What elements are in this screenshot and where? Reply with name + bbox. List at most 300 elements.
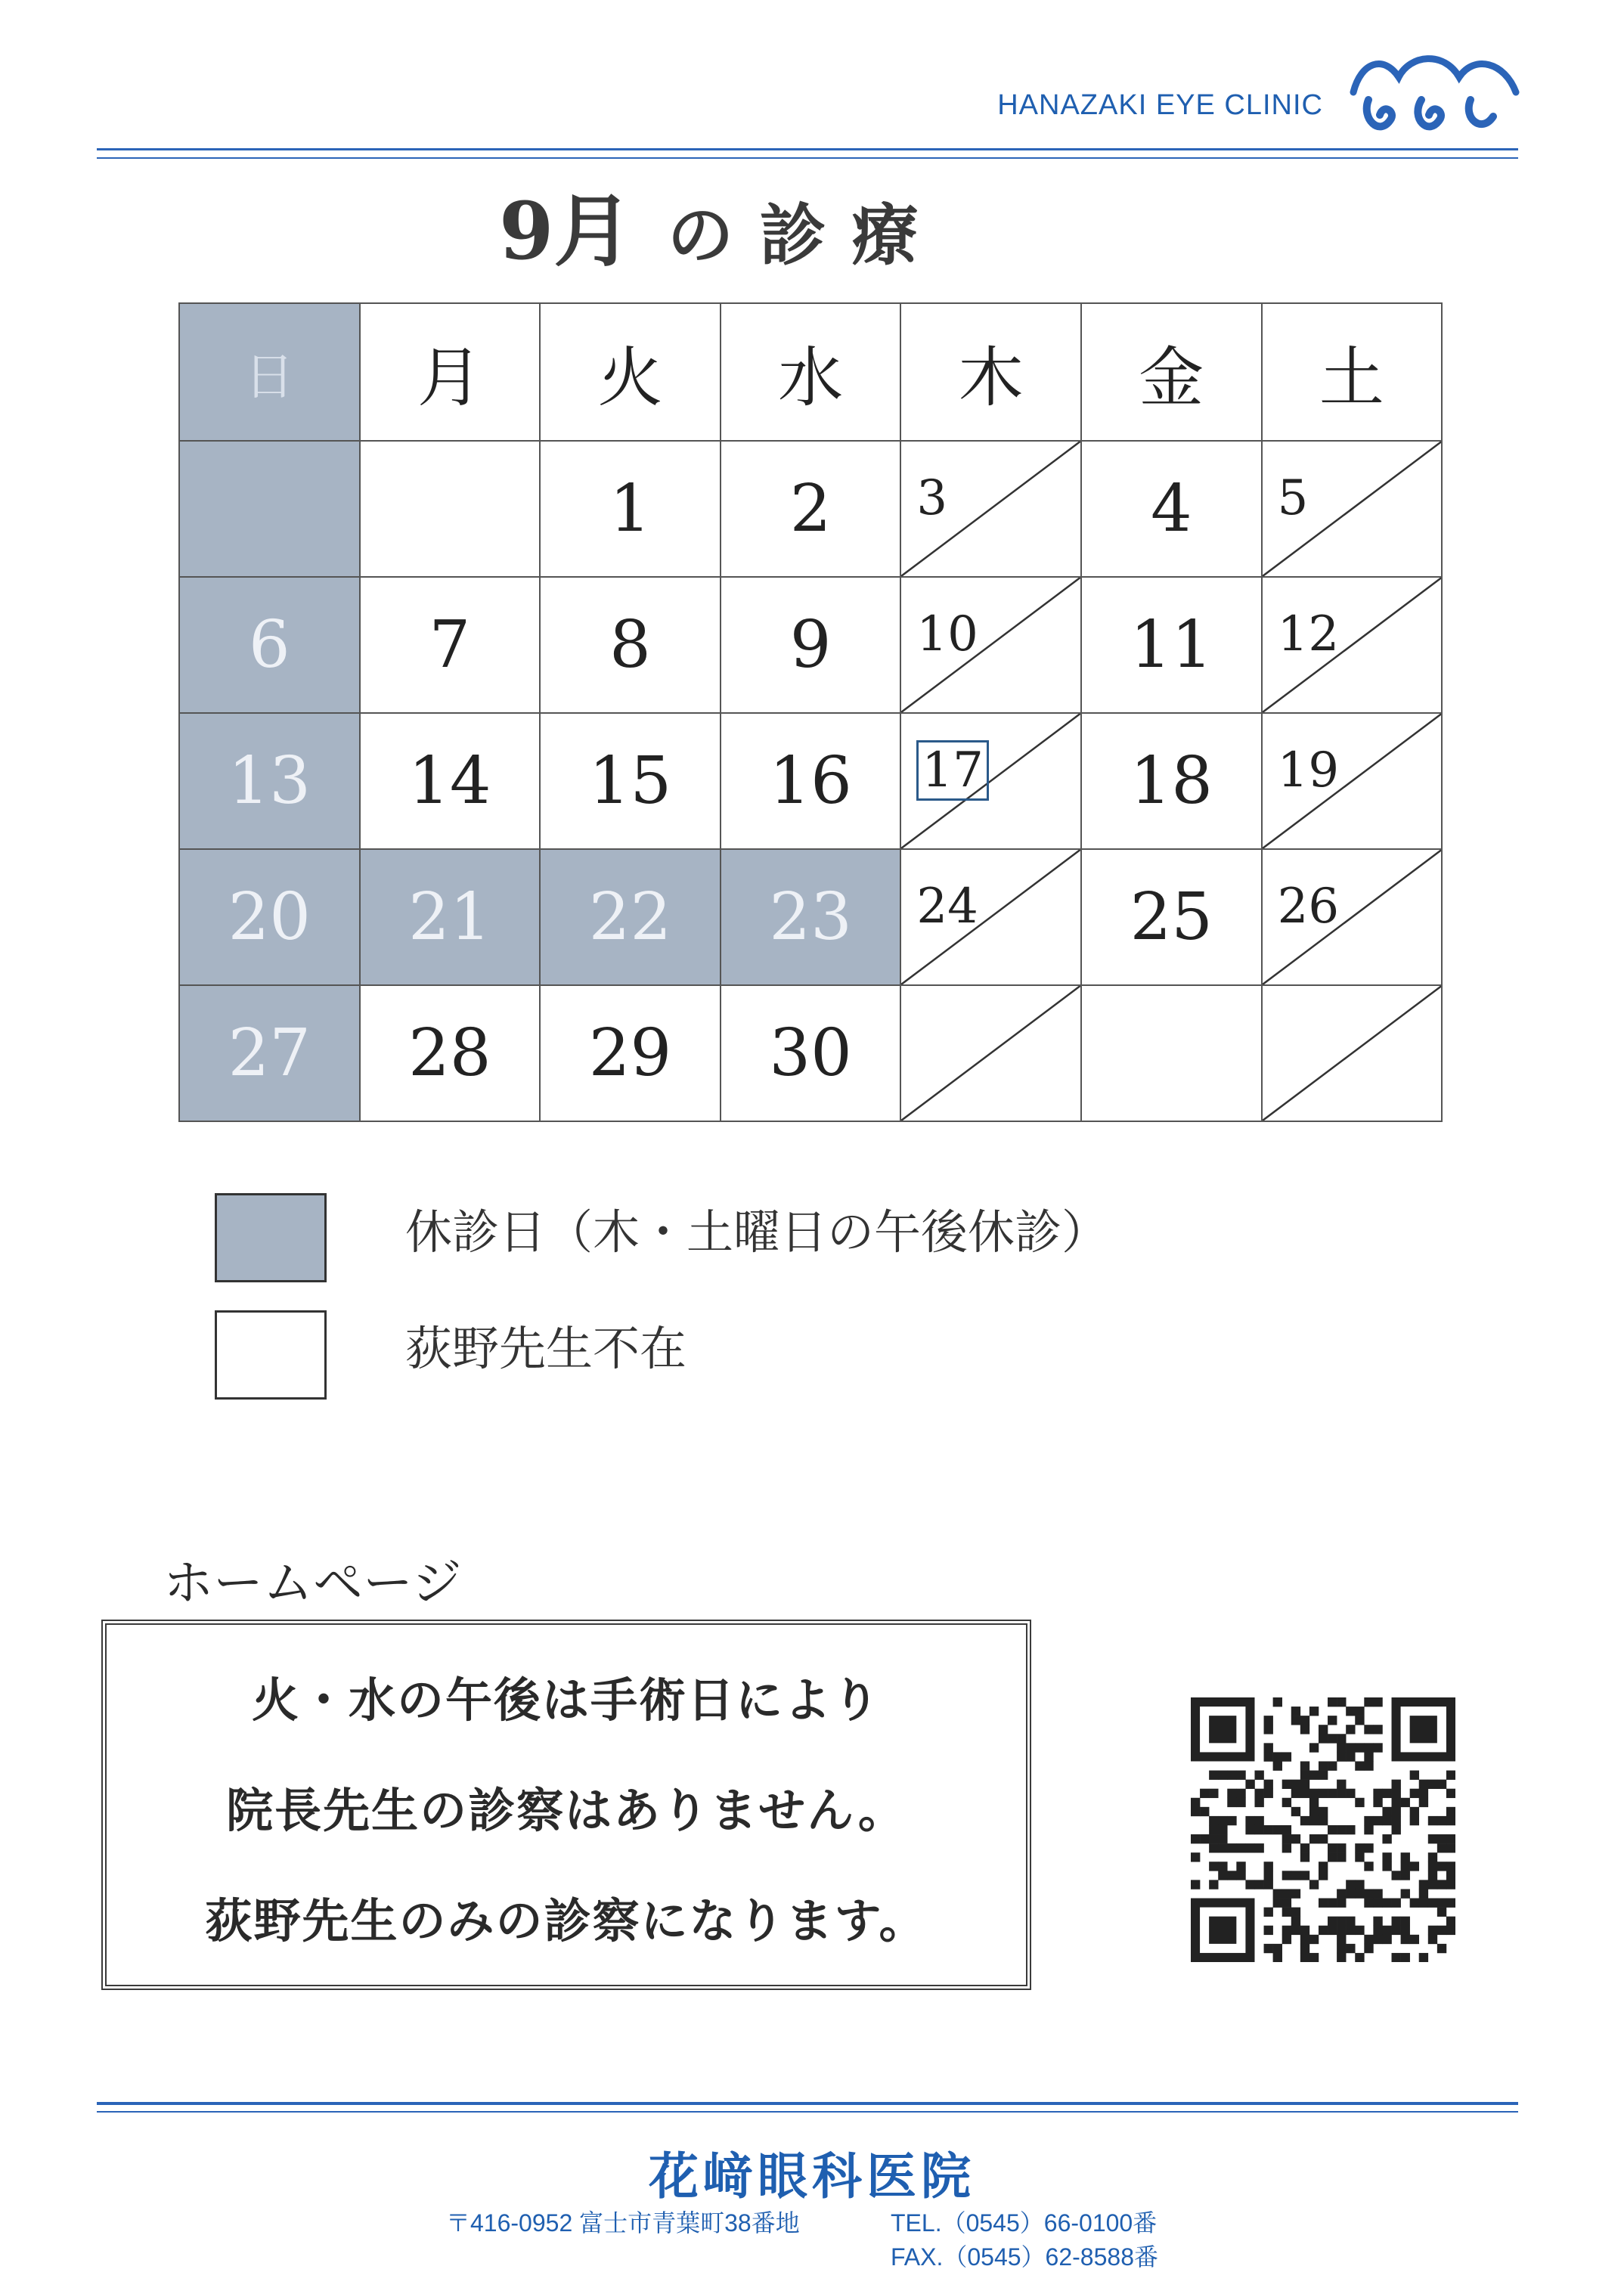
qr-module (1300, 1944, 1309, 1953)
qr-module (1437, 1880, 1446, 1889)
day-number (916, 606, 978, 662)
qr-module (1273, 1889, 1282, 1898)
footer-rule-thin (97, 2111, 1518, 2113)
qr-module (1273, 1752, 1282, 1761)
qr-module (1346, 1789, 1355, 1798)
qr-module (1392, 1871, 1401, 1880)
calendar-day-cell (359, 984, 541, 1122)
qr-module (1355, 1926, 1364, 1935)
qr-module (1300, 1789, 1309, 1798)
calendar-day-cell (1261, 984, 1443, 1122)
qr-module (1355, 1743, 1364, 1752)
legend-absent-label: 荻野先生不在 (405, 1321, 687, 1376)
clinic-name-jp: 花﨑眼科医院 (649, 2147, 975, 2206)
qr-module (1282, 1889, 1291, 1898)
qr-module (1245, 1816, 1254, 1825)
qr-module (1218, 1825, 1227, 1834)
qr-module (1373, 1889, 1382, 1898)
day-number-text: 10 (916, 606, 978, 662)
qr-module (1227, 1816, 1236, 1825)
calendar-day-cell (1080, 848, 1263, 986)
qr-module (1300, 1771, 1309, 1780)
qr-module (1446, 1899, 1455, 1908)
day-number (361, 578, 540, 712)
qr-module (1319, 1862, 1328, 1871)
calendar-day-cell (539, 848, 721, 986)
qr-module (1264, 1880, 1273, 1889)
day-number (541, 986, 720, 1121)
qr-module (1218, 1816, 1227, 1825)
weekday-label: 火 (597, 340, 663, 416)
qr-module (1355, 1843, 1364, 1852)
calendar-day-cell (720, 712, 902, 850)
clinic-address: 〒416-0952 富士市青葉町38番地 (446, 2209, 800, 2237)
qr-module (1291, 1871, 1300, 1880)
qr-module (1373, 1926, 1382, 1935)
qr-module (1392, 1807, 1401, 1816)
qr-module (1209, 1825, 1218, 1834)
clinic-fax: FAX.（0545）62-8588番 (891, 2243, 1158, 2271)
qr-module (1309, 1816, 1319, 1825)
qr-module (1337, 1734, 1346, 1743)
weekday-label: 日 (244, 347, 295, 406)
qr-module (1428, 1926, 1437, 1935)
qr-module (1401, 1871, 1410, 1880)
qr-module (1273, 1944, 1282, 1953)
qr-module (1346, 1825, 1355, 1834)
qr-module (1364, 1816, 1373, 1825)
qr-module (1300, 1953, 1309, 1962)
qr-module (1227, 1843, 1236, 1852)
qr-module (1373, 1789, 1382, 1798)
qr-module (1273, 1825, 1282, 1834)
day-number (1278, 742, 1339, 798)
homepage-label: ホームページ (163, 1554, 462, 1612)
qr-module (1209, 1771, 1218, 1780)
calendar-day-cell (1261, 576, 1443, 714)
qr-module (1319, 1789, 1328, 1798)
qr-module (1300, 1871, 1309, 1880)
qr-module (1300, 1852, 1309, 1862)
calendar-day-cell (1261, 440, 1443, 578)
qr-module (1437, 1926, 1446, 1935)
qr-module (1410, 1862, 1419, 1871)
day-number-text: 30 (769, 1015, 852, 1091)
qr-module (1419, 1789, 1428, 1798)
day-number-text: 29 (588, 1015, 672, 1091)
day-number-text: 24 (916, 879, 978, 935)
qr-module (1200, 1834, 1209, 1843)
qr-module (1236, 1789, 1245, 1798)
qr-module (1355, 1852, 1364, 1862)
qr-module (1437, 1862, 1446, 1871)
qr-module (1227, 1789, 1236, 1798)
qr-module (1328, 1899, 1337, 1908)
qr-module (1300, 1725, 1309, 1734)
day-number-text: 20 (228, 879, 311, 955)
qr-module (1264, 1862, 1273, 1871)
qr-finder-core (1209, 1917, 1236, 1944)
calendar-day-cell (359, 576, 541, 714)
calendar-day-cell (359, 712, 541, 850)
qr-module (1254, 1843, 1263, 1852)
qr-module (1346, 1926, 1355, 1935)
qr-module (1373, 1798, 1382, 1807)
calendar-day-cell (178, 576, 361, 714)
clinic-name-en: HANAZAKI EYE CLINIC (997, 89, 1323, 121)
qr-module (1410, 1771, 1419, 1780)
qr-module (1446, 1926, 1455, 1935)
day-number (541, 442, 720, 576)
qr-module (1382, 1852, 1391, 1862)
qr-module (1401, 1935, 1410, 1944)
day-number-text: 28 (408, 1015, 491, 1091)
page-title (499, 168, 944, 281)
qr-module (1319, 1899, 1328, 1908)
day-number-text: 11 (1130, 607, 1213, 683)
calendar-day-cell (359, 440, 541, 578)
calendar-day-cell (539, 576, 721, 714)
qr-module (1282, 1843, 1291, 1852)
qr-module (1328, 1734, 1337, 1743)
qr-module (1382, 1926, 1391, 1935)
header-rule-thin (97, 157, 1518, 159)
calendar-day-cell (1080, 440, 1263, 578)
calendar-day-cell (1261, 848, 1443, 986)
qr-module (1236, 1843, 1245, 1852)
calendar-day-cell (539, 984, 721, 1122)
qr-module (1191, 1880, 1200, 1889)
qr-module (1264, 1825, 1273, 1834)
half-day-slash (901, 986, 1080, 1121)
qr-module (1382, 1862, 1391, 1871)
day-number-text: 14 (408, 743, 491, 819)
qr-module (1291, 1716, 1300, 1725)
qr-module (1392, 1798, 1401, 1807)
qr-module (1382, 1816, 1391, 1825)
day-number (721, 578, 900, 712)
qr-module (1419, 1953, 1428, 1962)
day-number (361, 714, 540, 848)
day-number (721, 442, 900, 576)
qr-module (1319, 1734, 1328, 1743)
day-number-text: 16 (769, 743, 852, 819)
qr-module (1446, 1816, 1455, 1825)
qr-module (1282, 1752, 1291, 1761)
day-number (1278, 470, 1309, 526)
qr-module (1446, 1871, 1455, 1880)
qr-module (1337, 1935, 1346, 1944)
qr-module (1200, 1789, 1209, 1798)
qr-module (1355, 1707, 1364, 1716)
qr-module (1218, 1843, 1227, 1852)
calendar-day-cell (178, 440, 361, 578)
qr-module (1245, 1843, 1254, 1852)
calendar-day-cell (178, 984, 361, 1122)
qr-module (1373, 1725, 1382, 1734)
qr-module (1410, 1789, 1419, 1798)
qr-module (1282, 1926, 1291, 1935)
day-number (721, 714, 900, 848)
qr-finder-core (1209, 1716, 1236, 1743)
day-number-text: 17 (916, 740, 988, 801)
calendar-day-cell (1261, 712, 1443, 850)
qr-module (1373, 1917, 1382, 1926)
calendar-grid (178, 302, 1441, 1121)
qr-module (1373, 1935, 1382, 1944)
day-number-text: 1 (609, 471, 651, 547)
qr-module (1364, 1743, 1373, 1752)
qr-module (1364, 1825, 1373, 1834)
qr-module (1437, 1899, 1446, 1908)
qr-module (1364, 1843, 1373, 1852)
qr-module (1373, 1899, 1382, 1908)
qr-module (1392, 1816, 1401, 1825)
qr-module (1236, 1798, 1245, 1807)
qr-module (1309, 1880, 1319, 1889)
day-number (180, 850, 359, 984)
qr-module (1337, 1843, 1346, 1852)
day-number (361, 850, 540, 984)
day-number (541, 714, 720, 848)
qr-module (1209, 1880, 1218, 1889)
qr-module (1364, 1725, 1373, 1734)
qr-module (1291, 1917, 1300, 1926)
qr-module (1364, 1944, 1373, 1953)
qr-module (1337, 1697, 1346, 1707)
qr-module (1428, 1935, 1437, 1944)
qr-module (1355, 1953, 1364, 1962)
qr-module (1245, 1780, 1254, 1789)
day-number (541, 578, 720, 712)
qr-module (1273, 1899, 1282, 1908)
qr-module (1337, 1953, 1346, 1962)
qr-module (1300, 1761, 1309, 1770)
day-number-text: 23 (769, 879, 852, 955)
qr-finder-core (1410, 1716, 1437, 1743)
qr-module (1309, 1807, 1319, 1816)
qr-module (1191, 1852, 1200, 1862)
qr-module (1264, 1716, 1273, 1725)
qr-module (1309, 1935, 1319, 1944)
qr-module (1264, 1743, 1273, 1752)
qr-module (1236, 1862, 1245, 1871)
header-rule (97, 148, 1518, 150)
qr-module (1282, 1908, 1291, 1917)
qr-module (1309, 1743, 1319, 1752)
qr-module (1236, 1771, 1245, 1780)
qr-module (1328, 1716, 1337, 1725)
qr-module (1319, 1761, 1328, 1770)
qr-code-icon[interactable] (1191, 1697, 1455, 1962)
qr-module (1291, 1908, 1300, 1917)
qr-module (1410, 1816, 1419, 1825)
day-number-text: 15 (588, 743, 672, 819)
calendar-day-cell (539, 712, 721, 850)
qr-module (1337, 1852, 1346, 1862)
day-number-text: 13 (228, 743, 311, 819)
qr-module (1446, 1771, 1455, 1780)
qr-module (1309, 1834, 1319, 1843)
qr-module (1419, 1798, 1428, 1807)
qr-module (1337, 1926, 1346, 1935)
qr-module (1419, 1889, 1428, 1898)
qr-module (1282, 1871, 1291, 1880)
qr-module (1437, 1843, 1446, 1852)
qr-module (1410, 1935, 1419, 1944)
qr-module (1364, 1935, 1373, 1944)
qr-module (1254, 1880, 1263, 1889)
qr-module (1428, 1834, 1437, 1843)
day-number (916, 742, 988, 798)
qr-module (1319, 1725, 1328, 1734)
calendar-day-cell (178, 712, 361, 850)
qr-module (1401, 1917, 1410, 1926)
qr-module (1328, 1825, 1337, 1834)
qr-module (1392, 1780, 1401, 1789)
legend-closed-label: 休診日（木・土曜日の午後休診） (405, 1204, 1109, 1260)
calendar-day-cell (720, 984, 902, 1122)
qr-module (1328, 1917, 1337, 1926)
day-number (1082, 442, 1261, 576)
half-day-slash (1263, 986, 1442, 1121)
day-number (1082, 850, 1261, 984)
qr-module (1401, 1953, 1410, 1962)
qr-module (1428, 1862, 1437, 1871)
qr-module (1236, 1871, 1245, 1880)
qr-module (1300, 1816, 1309, 1825)
calendar-day-cell (539, 440, 721, 578)
notice-line: 院長先生の診察はありません。 (226, 1783, 907, 1838)
qr-module (1437, 1908, 1446, 1917)
calendar-day-cell (900, 576, 1082, 714)
qr-module (1300, 1843, 1309, 1852)
qr-module (1264, 1752, 1273, 1761)
qr-module (1437, 1816, 1446, 1825)
qr-module (1282, 1780, 1291, 1789)
calendar-day-cell (359, 848, 541, 986)
weekday-label: 木 (958, 340, 1024, 416)
qr-module (1364, 1899, 1373, 1908)
qr-module (1309, 1789, 1319, 1798)
qr-module (1254, 1789, 1263, 1798)
qr-module (1328, 1697, 1337, 1707)
qr-module (1319, 1871, 1328, 1880)
qr-module (1200, 1807, 1209, 1816)
qr-module (1309, 1707, 1319, 1716)
qr-module (1382, 1899, 1391, 1908)
qr-module (1382, 1789, 1391, 1798)
calendar-day-cell (900, 848, 1082, 986)
qr-module (1209, 1834, 1218, 1843)
qr-module (1218, 1862, 1227, 1871)
qr-module (1446, 1917, 1455, 1926)
qr-module (1373, 1743, 1382, 1752)
qr-module (1227, 1771, 1236, 1780)
notice-box (101, 1620, 1031, 1990)
qr-module (1328, 1926, 1337, 1935)
qr-module (1355, 1889, 1364, 1898)
footer-rule (97, 2102, 1518, 2105)
day-number-text: 12 (1277, 606, 1340, 662)
qr-module (1401, 1862, 1410, 1871)
qr-module (1364, 1752, 1373, 1761)
qr-module (1227, 1871, 1236, 1880)
weekday-header (720, 302, 902, 442)
qr-module (1346, 1743, 1355, 1752)
day-number (1082, 714, 1261, 848)
weekday-header (359, 302, 541, 442)
qr-module (1209, 1862, 1218, 1871)
qr-module (1291, 1926, 1300, 1935)
qr-module (1337, 1743, 1346, 1752)
day-number (361, 986, 540, 1121)
day-number-text: 22 (588, 879, 672, 955)
notice-line: 荻野先生のみの診察になります。 (205, 1893, 928, 1948)
qr-module (1401, 1852, 1410, 1862)
qr-module (1319, 1834, 1328, 1843)
day-number (916, 470, 947, 526)
qr-module (1382, 1834, 1391, 1843)
qr-module (1410, 1807, 1419, 1816)
qr-module (1355, 1761, 1364, 1770)
qr-module (1291, 1789, 1300, 1798)
qr-module (1309, 1798, 1319, 1807)
day-number-text: 2 (789, 471, 832, 547)
day-number-text: 19 (1277, 742, 1340, 798)
qr-module (1282, 1935, 1291, 1944)
legend-swatch-absent (215, 1310, 327, 1400)
qr-module (1319, 1807, 1328, 1816)
qr-module (1392, 1926, 1401, 1935)
qr-module (1254, 1825, 1263, 1834)
qr-module (1337, 1899, 1346, 1908)
calendar-day-cell (900, 984, 1082, 1122)
qr-module (1364, 1862, 1373, 1871)
qr-module (1254, 1798, 1263, 1807)
day-number-text: 21 (408, 879, 491, 955)
day-number-text: 25 (1130, 879, 1213, 955)
qr-module (1273, 1953, 1282, 1962)
qr-module (1309, 1771, 1319, 1780)
qr-module (1346, 1889, 1355, 1898)
qr-module (1346, 1752, 1355, 1761)
qr-module (1410, 1899, 1419, 1908)
day-number (1278, 606, 1339, 662)
qr-module (1355, 1880, 1364, 1889)
qr-module (1364, 1889, 1373, 1898)
weekday-label: 金 (1139, 340, 1204, 416)
qr-module (1446, 1807, 1455, 1816)
qr-module (1300, 1926, 1309, 1935)
qr-module (1264, 1944, 1273, 1953)
qr-module (1245, 1880, 1254, 1889)
notice-line: 火・水の午後は手術日により (251, 1672, 881, 1728)
qr-module (1337, 1789, 1346, 1798)
qr-module (1328, 1843, 1337, 1852)
weekday-label: 水 (778, 340, 844, 416)
qr-module (1428, 1852, 1437, 1862)
qr-module (1209, 1843, 1218, 1852)
qr-module (1419, 1899, 1428, 1908)
qr-module (1291, 1889, 1300, 1898)
qr-module (1392, 1789, 1401, 1798)
title-month: 9月 (499, 184, 633, 277)
qr-module (1337, 1825, 1346, 1834)
qr-module (1264, 1725, 1273, 1734)
qr-module (1437, 1944, 1446, 1953)
qr-module (1392, 1899, 1401, 1908)
